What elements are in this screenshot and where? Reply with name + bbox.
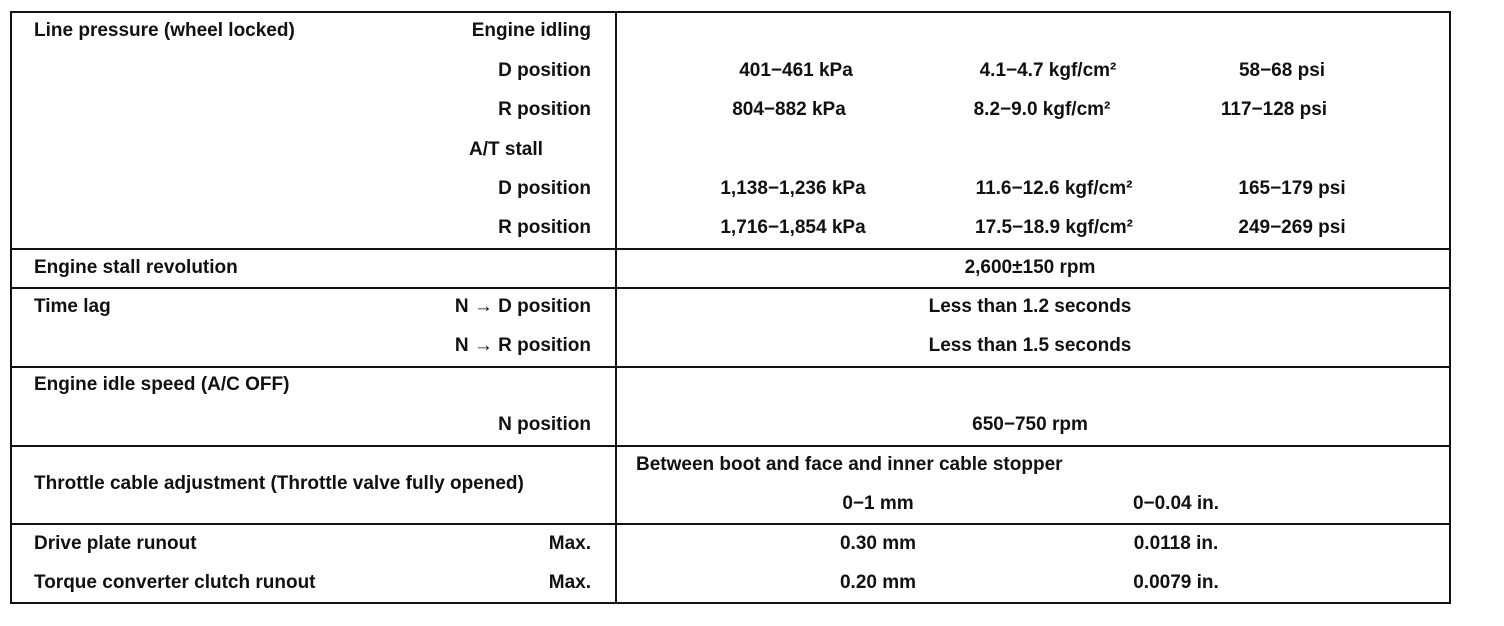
stall-r-psi-value: 249−269 psi xyxy=(1238,217,1346,238)
idle-r-psi-value: 117−128 psi xyxy=(1220,99,1328,120)
drive-plate-max-label: Max. xyxy=(548,533,591,554)
torque-converter-mm: 0.20 mm xyxy=(839,572,917,593)
time-lag-label: Time lag xyxy=(34,296,111,317)
n-to-r-value: Less than 1.5 seconds xyxy=(928,335,1132,356)
stall-revolution-label: Engine stall revolution xyxy=(34,257,238,278)
drive-plate-inch: 0.0118 in. xyxy=(1133,533,1219,554)
idle-speed-n-label: N position xyxy=(498,414,591,435)
torque-converter-label: Torque converter clutch runout xyxy=(34,572,316,593)
torque-converter-max-label: Max. xyxy=(548,572,591,593)
stall-d-psi-value: 165−179 psi xyxy=(1238,178,1346,199)
idle-d-kgf-value: 4.1−4.7 kgf/cm² xyxy=(979,60,1117,81)
line-pressure-label: Line pressure (wheel locked) xyxy=(34,20,295,41)
idle-d-kpa-value: 401−461 kPa xyxy=(739,60,853,81)
idle-speed-label: Engine idle speed (A/C OFF) xyxy=(34,374,290,395)
drive-plate-label: Drive plate runout xyxy=(34,533,197,554)
stall-d-position-label: D position xyxy=(498,178,591,199)
row-divider xyxy=(12,248,1449,250)
idle-r-position-label: R position xyxy=(498,99,591,120)
idle-d-psi-value: 58−68 psi xyxy=(1238,60,1326,81)
at-stall-label: A/T stall xyxy=(469,139,543,160)
drive-plate-mm: 0.30 mm xyxy=(839,533,917,554)
row-divider xyxy=(12,445,1449,447)
idle-r-kgf-value: 8.2−9.0 kgf/cm² xyxy=(973,99,1111,120)
stall-r-kgf-value: 17.5−18.9 kgf/cm² xyxy=(975,217,1133,238)
stall-r-position-label: R position xyxy=(498,217,591,238)
row-divider xyxy=(12,366,1449,368)
row-divider xyxy=(12,523,1449,525)
torque-converter-inch: 0.0079 in. xyxy=(1133,572,1219,593)
idle-r-kpa-value: 804−882 kPa xyxy=(732,99,846,120)
stall-d-kgf-value: 11.6−12.6 kgf/cm² xyxy=(975,178,1133,199)
row-divider xyxy=(12,287,1449,289)
n-to-d-value: Less than 1.2 seconds xyxy=(928,296,1132,317)
throttle-cable-note: Between boot and face and inner cable stopper xyxy=(636,454,1063,475)
idle-d-position-label: D position xyxy=(498,60,591,81)
throttle-cable-inch: 0−0.04 in. xyxy=(1132,493,1220,514)
stall-revolution-value: 2,600±150 rpm xyxy=(964,257,1096,278)
throttle-cable-label: Throttle cable adjustment (Throttle valve fully opened) xyxy=(34,473,524,494)
n-to-d-label: N → D position xyxy=(454,296,591,317)
column-divider xyxy=(615,13,617,602)
stall-d-kpa-value: 1,138−1,236 kPa xyxy=(720,178,866,199)
throttle-cable-mm: 0−1 mm xyxy=(842,493,914,514)
n-to-r-label: N → R position xyxy=(454,335,591,356)
stall-r-kpa-value: 1,716−1,854 kPa xyxy=(720,217,866,238)
idle-speed-value: 650−750 rpm xyxy=(972,414,1088,435)
engine-idling-label: Engine idling xyxy=(471,20,591,41)
